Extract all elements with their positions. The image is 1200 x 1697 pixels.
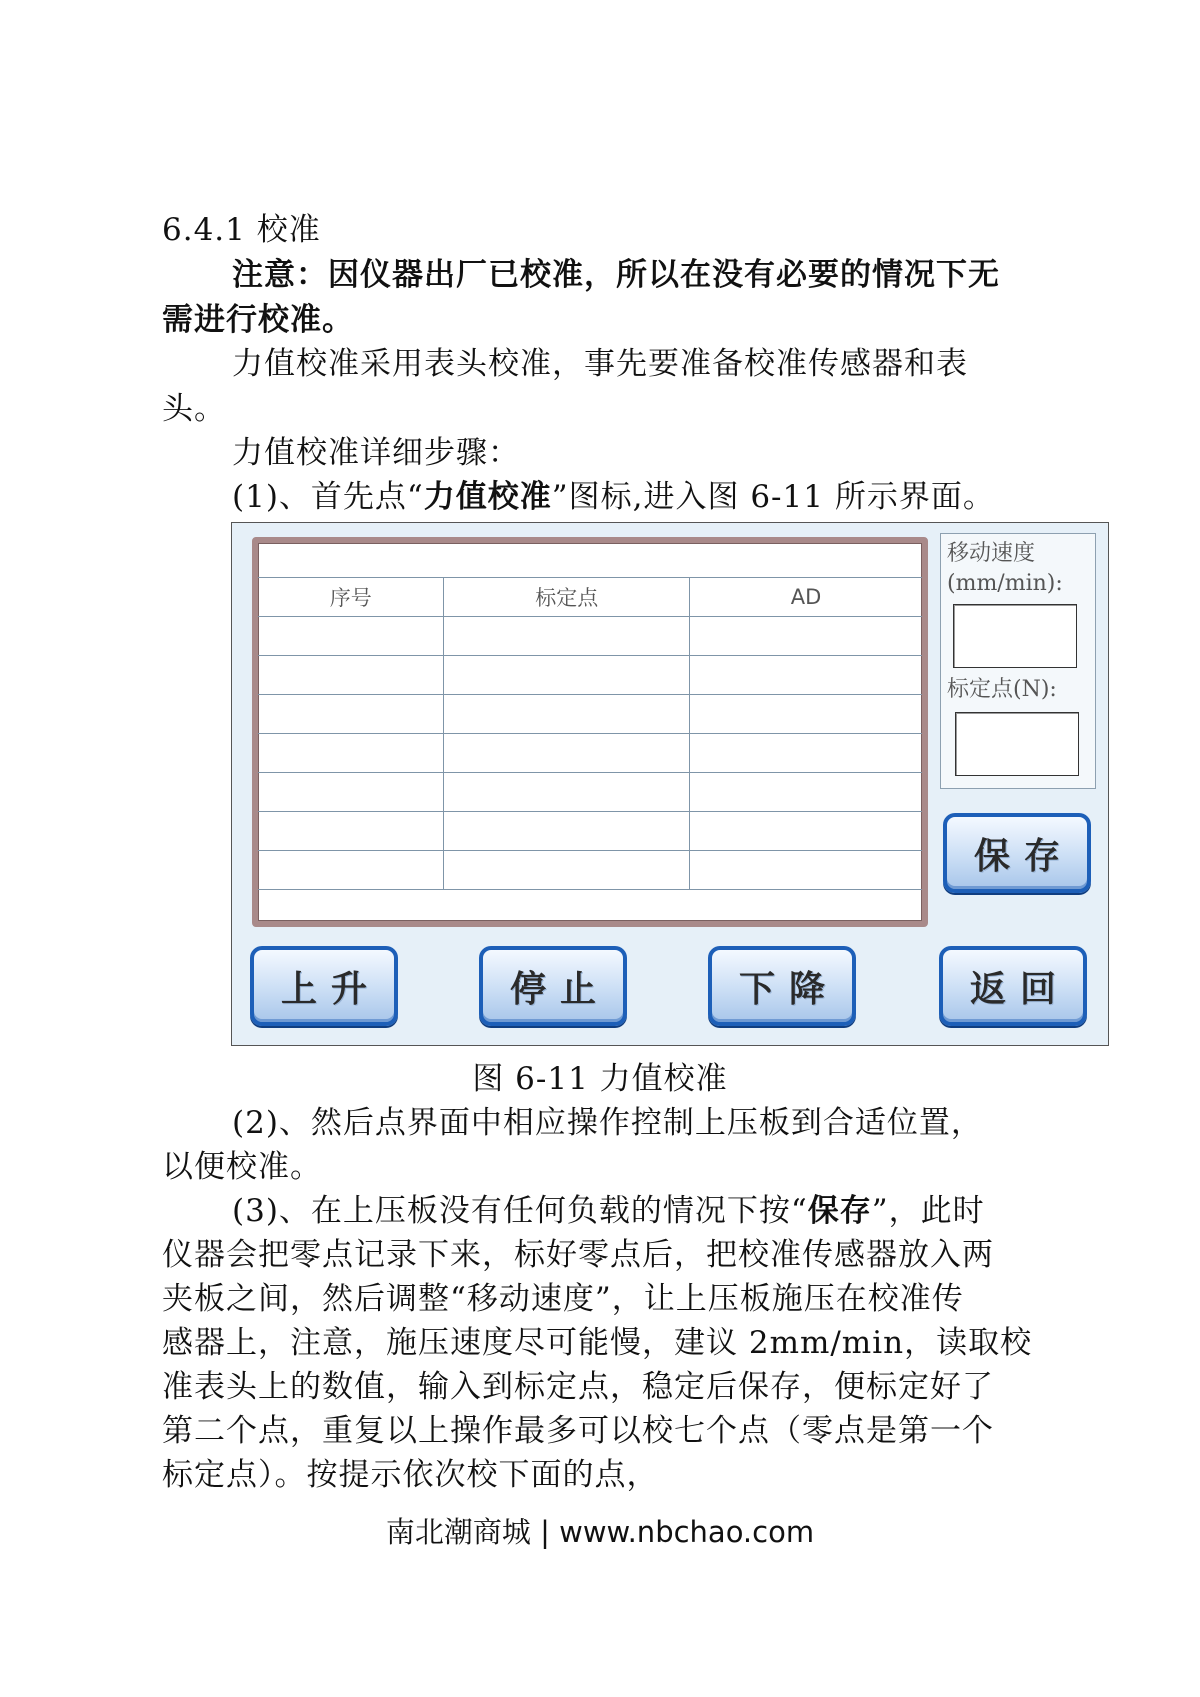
header-index: 序号 [258, 578, 444, 617]
up-button[interactable]: 上升 [250, 946, 398, 1026]
table-cell [258, 812, 444, 851]
table-cell [444, 773, 690, 812]
calibration-table-frame [252, 537, 928, 927]
table-cell [258, 734, 444, 773]
table-row [258, 734, 922, 773]
table-row [258, 617, 922, 656]
save-button[interactable]: 保存 [943, 813, 1091, 893]
step-3-prefix: (3)、在上压板没有任何负载的情况下按“ [232, 1193, 808, 1229]
table-cell [258, 851, 444, 890]
header-calibration-point: 标定点 [444, 578, 690, 617]
step-3-line-4: 感器上，注意，施压速度尽可能慢，建议 2mm/min，读取校 [162, 1325, 1033, 1361]
calibration-point-input[interactable] [955, 712, 1079, 776]
step-3-line-7: 标定点）。按提示依次校下面的点， [162, 1457, 659, 1493]
stop-button[interactable]: 停止 [479, 946, 627, 1026]
table-cell [690, 851, 922, 890]
down-button[interactable]: 下降 [708, 946, 856, 1026]
table-cell [690, 695, 922, 734]
table-cell [690, 773, 922, 812]
header-ad: AD [690, 578, 922, 617]
table-cell [690, 656, 922, 695]
step-3-line-6: 第二个点，重复以上操作最多可以校七个点（零点是第一个 [162, 1413, 994, 1449]
table-row [258, 773, 922, 812]
step-3-line-5: 准表头上的数值，输入到标定点，稳定后保存，便标定好了 [162, 1369, 994, 1405]
step-3-line-1 [232, 1191, 985, 1231]
intro-line-1: 力值校准采用表头校准，事先要准备校准传感器和表 [232, 346, 968, 382]
step-3-line-3: 夹板之间，然后调整“移动速度”，让上压板施压在校准传 [162, 1281, 964, 1317]
table-row [258, 851, 922, 890]
table-cell [444, 617, 690, 656]
speed-label-line-2: (mm/min): [947, 571, 1063, 596]
speed-label-line-1: 移动速度 [947, 541, 1036, 566]
table-cell [690, 734, 922, 773]
back-button[interactable]: 返回 [939, 946, 1087, 1026]
intro-line-2: 头。 [162, 391, 226, 427]
table-row [258, 812, 922, 851]
step-3-suffix: ”，此时 [871, 1193, 985, 1229]
table-cell [258, 656, 444, 695]
table-cell [444, 851, 690, 890]
steps-heading: 力值校准详细步骤： [232, 435, 520, 471]
table-cell [690, 812, 922, 851]
table-cell [444, 812, 690, 851]
section-title [162, 210, 321, 250]
step-3-line-2: 仪器会把零点记录下来，标好零点后，把校准传感器放入两 [162, 1237, 994, 1273]
table-cell [690, 617, 922, 656]
section-number: 6.4.1 校准 [162, 212, 321, 248]
step-1-prefix: (1)、首先点“ [232, 479, 424, 515]
speed-input[interactable] [953, 604, 1077, 668]
note-line-1: 注意：因仪器出厂已校准，所以在没有必要的情况下无 [232, 257, 1000, 293]
step-1 [232, 477, 995, 517]
calibration-table [258, 577, 922, 890]
table-cell [258, 773, 444, 812]
calibration-point-label: 标定点(N): [947, 677, 1057, 702]
step-1-highlight: 力值校准 [423, 479, 552, 515]
settings-panel [940, 533, 1096, 789]
figure-caption: 图 6-11 力值校准 [472, 1061, 728, 1097]
step-3-highlight: 保存 [807, 1193, 872, 1229]
table-row [258, 695, 922, 734]
step-1-suffix: ”图标,进入图 6-11 所示界面。 [551, 479, 995, 515]
table-cell [444, 695, 690, 734]
table-cell [258, 617, 444, 656]
table-row [258, 656, 922, 695]
footer-watermark: 南北潮商城 | www.nbchao.com [385, 1515, 815, 1549]
calibration-screen-figure [231, 522, 1109, 1046]
table-cell [258, 695, 444, 734]
step-2-line-1: (2)、然后点界面中相应操作控制上压板到合适位置， [232, 1105, 983, 1141]
table-cell [444, 656, 690, 695]
step-2-line-2: 以便校准。 [162, 1149, 322, 1185]
table-header-row [258, 578, 922, 617]
note-line-2: 需进行校准。 [162, 302, 354, 338]
table-cell [444, 734, 690, 773]
